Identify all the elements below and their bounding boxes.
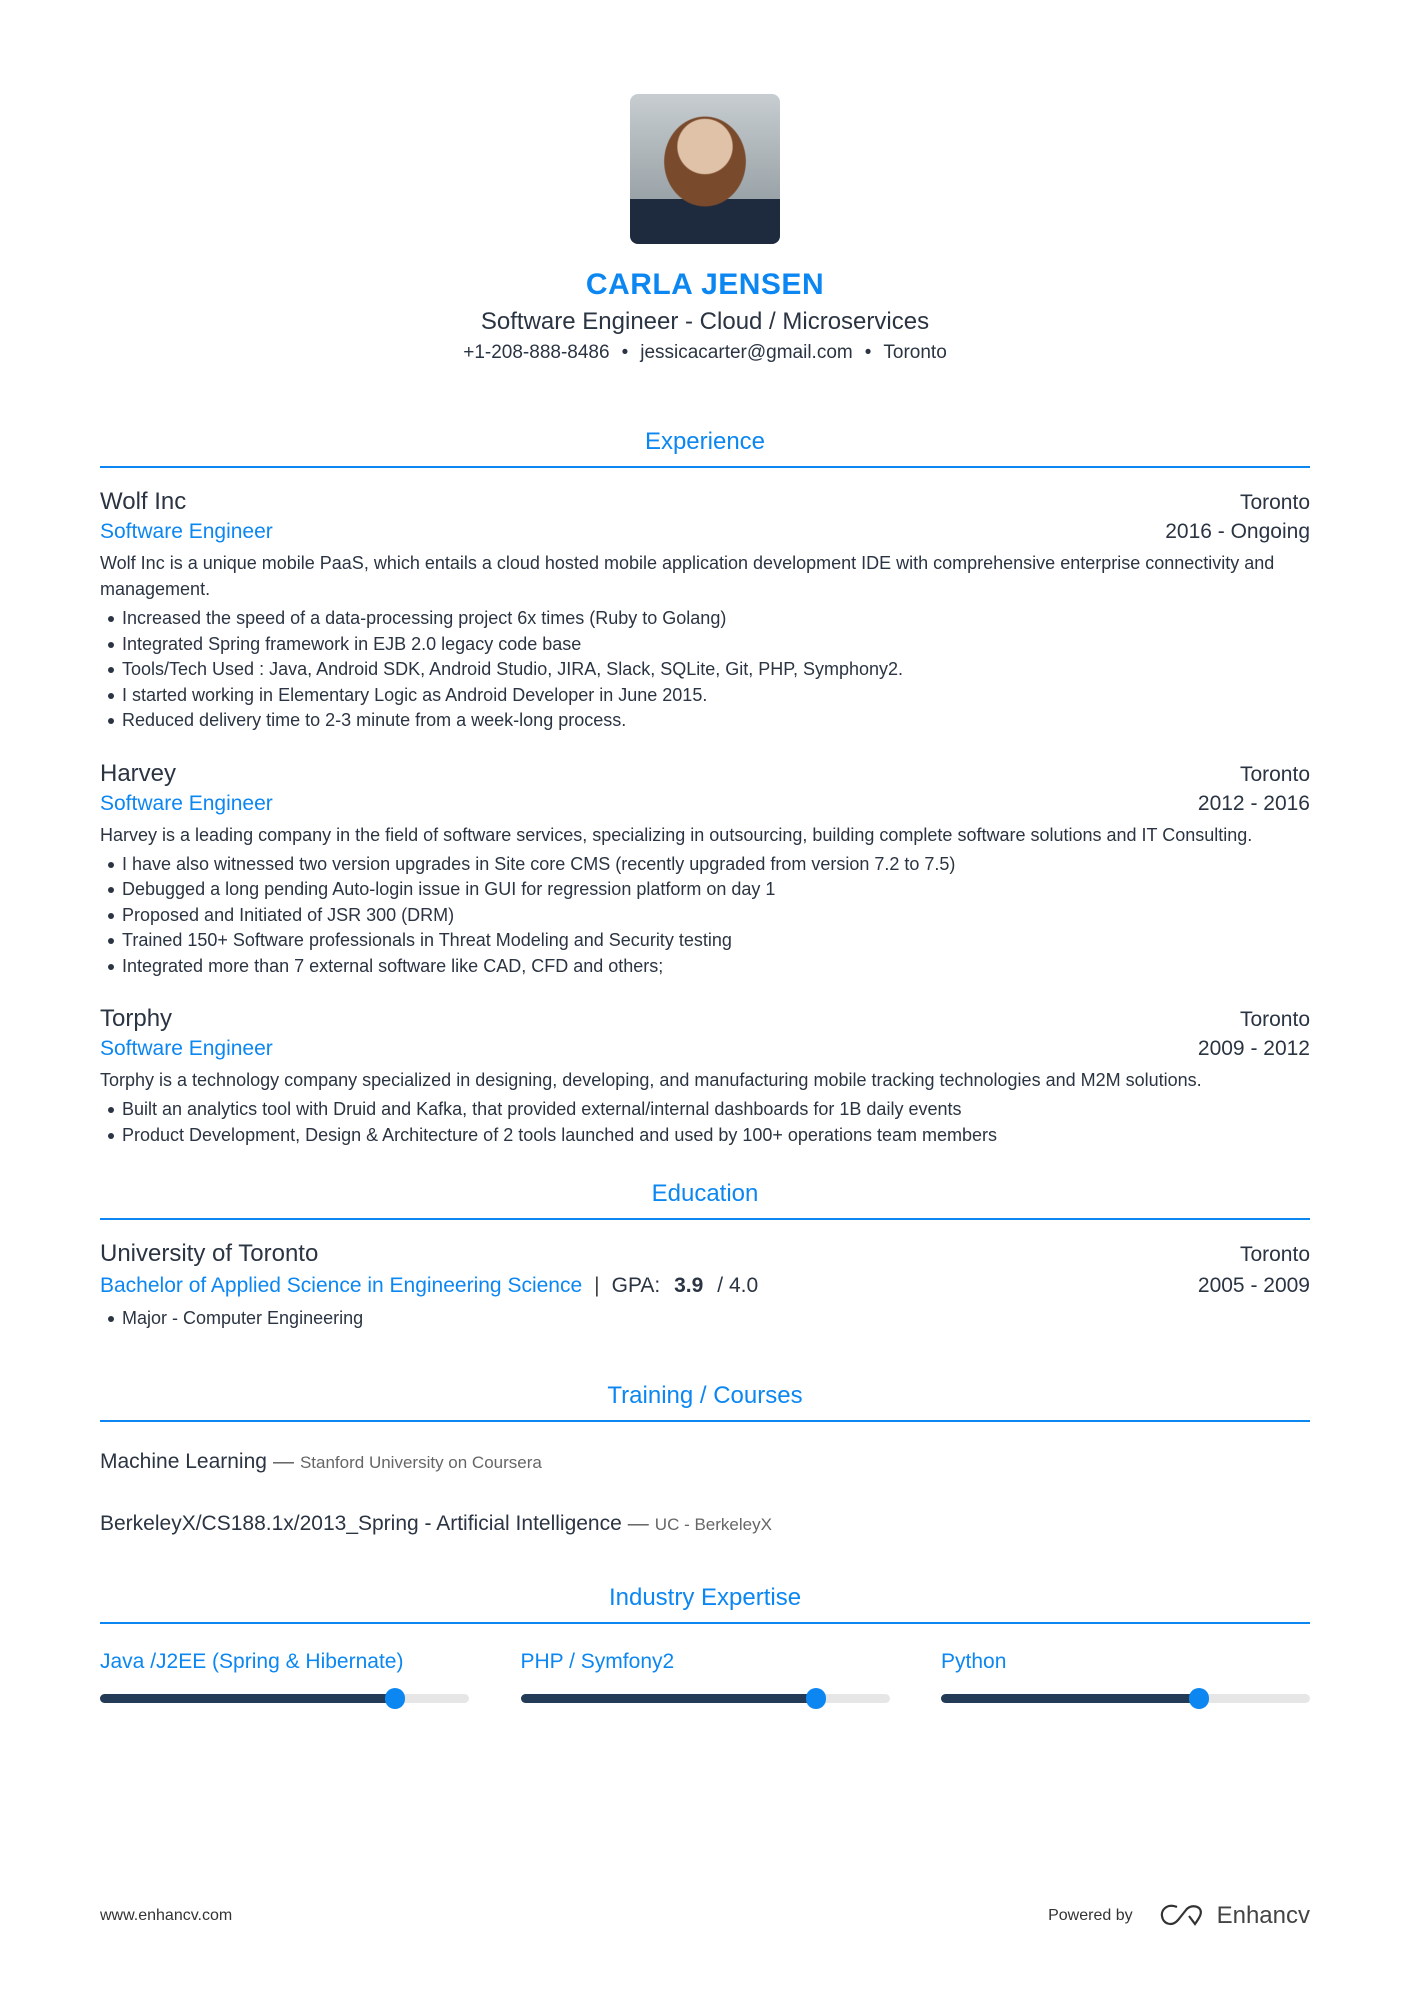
skill-level-bar [521, 1694, 890, 1703]
education-dates: 2005 - 2009 [1197, 1274, 1310, 1297]
job-location: Toronto [1239, 1008, 1310, 1031]
resume-header [0, 268, 1410, 364]
achievement-bullet: Product Development, Design & Architecture of 2 tools launched and used by 100+ operations team members [100, 1123, 1310, 1149]
course-item: Machine Learning — Stanford University on Coursera [100, 1449, 542, 1473]
achievement-bullet: Integrated more than 7 external software like CAD, CFD and others; [100, 954, 1310, 980]
skill-item [521, 1650, 890, 1703]
company-name: Torphy [100, 1005, 173, 1032]
achievement-bullet: Integrated Spring framework in EJB 2.0 legacy code base [100, 632, 1310, 658]
achievement-bullet: I started working in Elementary Logic as Android Developer in June 2015. [100, 683, 1310, 709]
achievement-bullet: Proposed and Initiated of JSR 300 (DRM) [100, 903, 1310, 929]
footer [100, 1902, 1310, 1930]
experience-entry [100, 488, 1310, 734]
gpa-value: 3.9 [674, 1274, 704, 1297]
separator: • [864, 342, 872, 363]
job-role: Software Engineer [100, 1037, 273, 1060]
gpa-label: GPA: [611, 1274, 661, 1297]
school-location: Toronto [1239, 1243, 1310, 1266]
achievement-bullet: Tools/Tech Used : Java, Android SDK, Android Studio, JIRA, Slack, SQLite, Git, PHP, Symphony2. [100, 657, 1310, 683]
company-name: Wolf Inc [100, 488, 187, 515]
school-name: University of Toronto [100, 1240, 319, 1267]
job-location: Toronto [1239, 491, 1310, 514]
phone: +1-208-888-8486 [463, 342, 610, 363]
skill-item [100, 1650, 469, 1703]
brand-name: Enhancv [1216, 1902, 1310, 1929]
training-section [100, 1382, 1310, 1536]
company-description: Wolf Inc is a unique mobile PaaS, which entails a cloud hosted mobile application development IDE with comprehensive enterprise connectivity and management. [100, 553, 1275, 599]
course-org: Stanford University on Coursera [299, 1452, 542, 1472]
job-dates: 2016 - Ongoing [1165, 520, 1310, 543]
skill-level-fill [941, 1694, 1199, 1703]
experience-section [100, 428, 1310, 1148]
experience-entry [100, 1005, 1310, 1148]
website-link[interactable]: www.enhancv.com [100, 1907, 233, 1924]
section-title: Experience [100, 428, 1310, 468]
profile-photo [630, 94, 780, 244]
section-title: Training / Courses [100, 1382, 1310, 1422]
achievement-bullet: Increased the speed of a data-processing project 6x times (Ruby to Golang) [100, 606, 1310, 632]
skill-level-knob [806, 1688, 826, 1709]
achievement-bullet: Trained 150+ Software professionals in Threat Modeling and Security testing [100, 928, 1310, 954]
resume-body [100, 428, 1310, 1703]
skill-name: Python [941, 1649, 1007, 1673]
course-item: BerkeleyX/CS188.1x/2013_Spring - Artificial Intelligence — UC - BerkeleyX [100, 1511, 772, 1535]
skill-level-fill [521, 1694, 816, 1703]
company-name: Harvey [100, 759, 177, 787]
education-bullet: Major - Computer Engineering [100, 1306, 1310, 1332]
skill-level-knob [1189, 1688, 1209, 1709]
location: Toronto [883, 342, 947, 363]
expertise-section [100, 1584, 1310, 1703]
job-role: Software Engineer [100, 791, 273, 815]
section-title: Industry Expertise [100, 1584, 1310, 1624]
achievement-bullet: I have also witnessed two version upgrades in Site core CMS (recently upgraded from version 7.2 to 7.5) [100, 852, 1310, 878]
achievement-bullet: Built an analytics tool with Druid and Kafka, that provided external/internal dashboards for 1B daily events [100, 1097, 1310, 1123]
skill-name: Java /J2EE (Spring & Hibernate) [100, 1649, 404, 1673]
education-section: Education University of Toronto Toronto Bachelor of Applied Science in Engineering Science | GPA: 3.9 / 4.0 2005 - 2009 Major - Computer Engineering [100, 1180, 1310, 1332]
enhancv-logo-icon [1159, 1904, 1205, 1928]
job-location: Toronto [1239, 762, 1310, 786]
job-role: Software Engineer [100, 520, 273, 543]
gpa-max: / 4.0 [717, 1274, 759, 1297]
powered-by-label: Powered by [1048, 1907, 1133, 1924]
email[interactable]: jessicacarter@gmail.com [640, 342, 853, 363]
company-description: Harvey is a leading company in the field of software services, specializing in outsourcing, building complete software solutions and IT Consulting. [100, 824, 1253, 845]
enhancv-logo[interactable] [1159, 1902, 1310, 1930]
job-dates: 2009 - 2012 [1197, 1037, 1310, 1060]
degree: Bachelor of Applied Science in Engineering Science [100, 1274, 583, 1297]
separator: • [621, 342, 629, 363]
candidate-title: Software Engineer - Cloud / Microservices [480, 308, 930, 335]
skill-name: PHP / Symfony2 [520, 1649, 675, 1673]
achievement-bullet: Reduced delivery time to 2-3 minute from a week-long process. [100, 708, 1310, 734]
job-dates: 2012 - 2016 [1197, 791, 1310, 815]
course-name: Machine Learning [100, 1449, 267, 1473]
candidate-name: CARLA JENSEN [585, 268, 825, 301]
course-name: BerkeleyX/CS188.1x/2013_Spring - Artificial Intelligence [100, 1511, 622, 1535]
skill-item [941, 1650, 1310, 1703]
skill-level-bar [941, 1694, 1310, 1703]
skill-level-bar [100, 1694, 469, 1703]
experience-entry [100, 760, 1310, 980]
contact-line [0, 342, 1410, 364]
course-org: UC - BerkeleyX [654, 1514, 772, 1534]
skill-level-fill [100, 1694, 395, 1703]
skill-level-knob [385, 1688, 405, 1709]
achievement-bullet: Debugged a long pending Auto-login issue in GUI for regression platform on day 1 [100, 877, 1310, 903]
section-title: Education [100, 1180, 1310, 1220]
company-description: Torphy is a technology company specialized in designing, developing, and manufacturing mobile tracking technologies and M2M solutions. [100, 1070, 1202, 1090]
